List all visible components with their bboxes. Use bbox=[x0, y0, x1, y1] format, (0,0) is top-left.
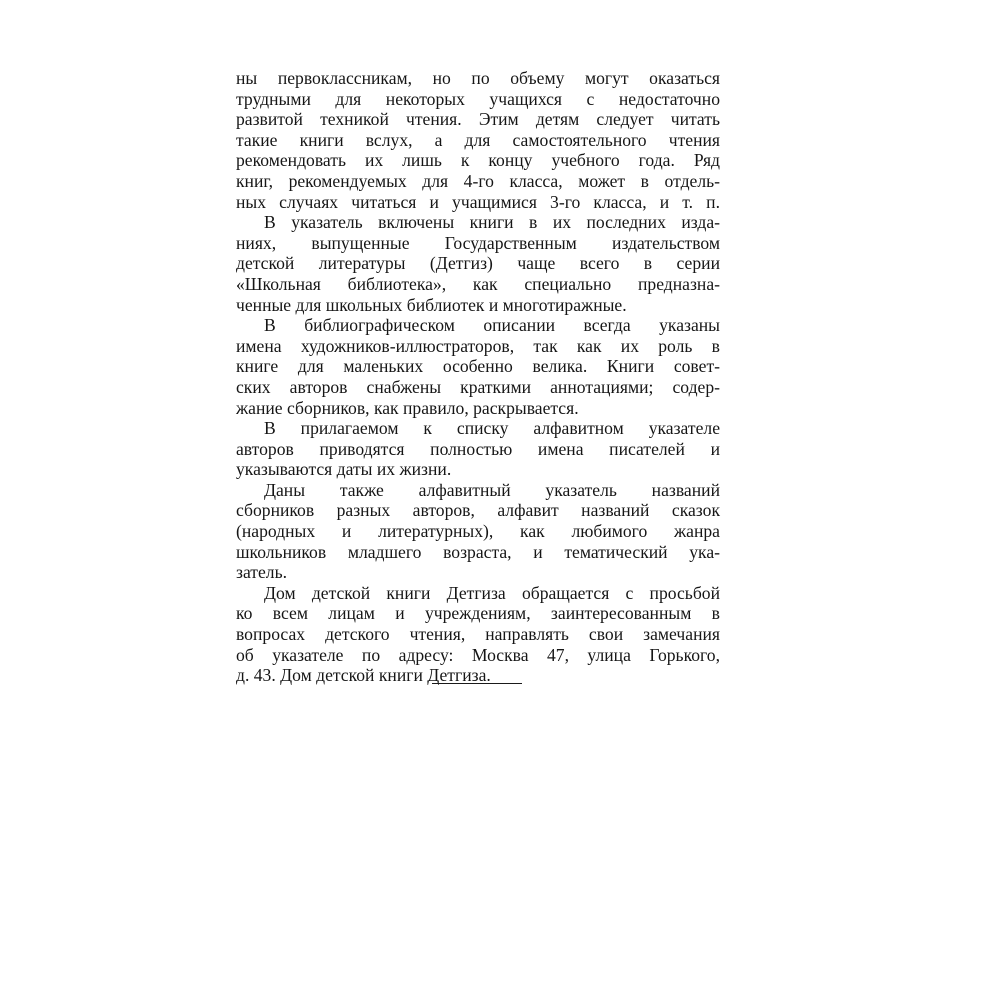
text-line: ченные для школьных библиотек и многотиражные. bbox=[236, 294, 627, 315]
text-line: развитой техникой чтения. Этим детям следует читать bbox=[236, 109, 720, 130]
text-line: В прилагаемом к списку алфавитном указателе bbox=[264, 418, 720, 439]
text-line: детской литературы (Детгиз) чаще всего в серии bbox=[236, 253, 720, 274]
text-line: имена художников-иллюстраторов, так как их роль в bbox=[236, 335, 720, 356]
text-line: ных случаях читаться и учащимися 3-го класса, и т. п. bbox=[236, 191, 720, 212]
text-line: ны первоклассникам, но по объему могут оказаться bbox=[236, 68, 720, 88]
text-line: об указателе по адресу: Москва 47, улица Горького, bbox=[236, 644, 720, 665]
text-line: (народных и литературных), как любимого жанра bbox=[236, 521, 720, 542]
text-line: жание сборников, как правило, раскрывается. bbox=[236, 397, 579, 418]
text-line: рекомендовать их лишь к концу учебного года. Ряд bbox=[236, 150, 720, 171]
text-line: книге для маленьких особенно велика. Книги совет- bbox=[236, 356, 720, 377]
text-line: вопросах детского чтения, направлять свои замечания bbox=[236, 624, 720, 645]
paragraph bbox=[236, 212, 720, 315]
text-line: трудными для некоторых учащихся с недостаточно bbox=[236, 88, 720, 109]
text-line: такие книги вслух, а для самостоятельного чтения bbox=[236, 129, 720, 150]
page-text bbox=[236, 68, 720, 686]
text-line: Даны также алфавитный указатель названий bbox=[264, 479, 720, 500]
text-line: В библиографическом описании всегда указаны bbox=[264, 315, 720, 336]
text-line: д. 43. Дом детской книги Детгиза. bbox=[236, 665, 491, 686]
paragraph bbox=[236, 418, 720, 480]
text-line: сборников разных авторов, алфавит названий сказок bbox=[236, 500, 720, 521]
text-line: «Школьная библиотека», как специально предназна- bbox=[236, 273, 720, 294]
text-line: Дом детской книги Детгиза обращается с просьбой bbox=[264, 582, 720, 603]
paragraph bbox=[236, 480, 720, 583]
paragraph bbox=[236, 583, 720, 686]
text-line: затель. bbox=[236, 562, 288, 583]
text-line: указываются даты их жизни. bbox=[236, 459, 452, 480]
paragraph bbox=[236, 315, 720, 418]
text-line: В указатель включены книги в их последних изда- bbox=[264, 212, 720, 233]
text-line: ских авторов снабжены краткими аннотациями; содер- bbox=[236, 376, 720, 397]
section-divider bbox=[432, 683, 522, 684]
text-line: авторов приводятся полностью имена писателей и bbox=[236, 438, 720, 459]
paragraph bbox=[236, 68, 720, 212]
text-line: книг, рекомендуемых для 4-го класса, может в отдель- bbox=[236, 170, 720, 191]
text-line: школьников младшего возраста, и тематический ука- bbox=[236, 541, 720, 562]
text-line: ниях, выпущенные Государственным издательством bbox=[236, 232, 720, 253]
text-line: ко всем лицам и учреждениям, заинтересованным в bbox=[236, 603, 720, 624]
